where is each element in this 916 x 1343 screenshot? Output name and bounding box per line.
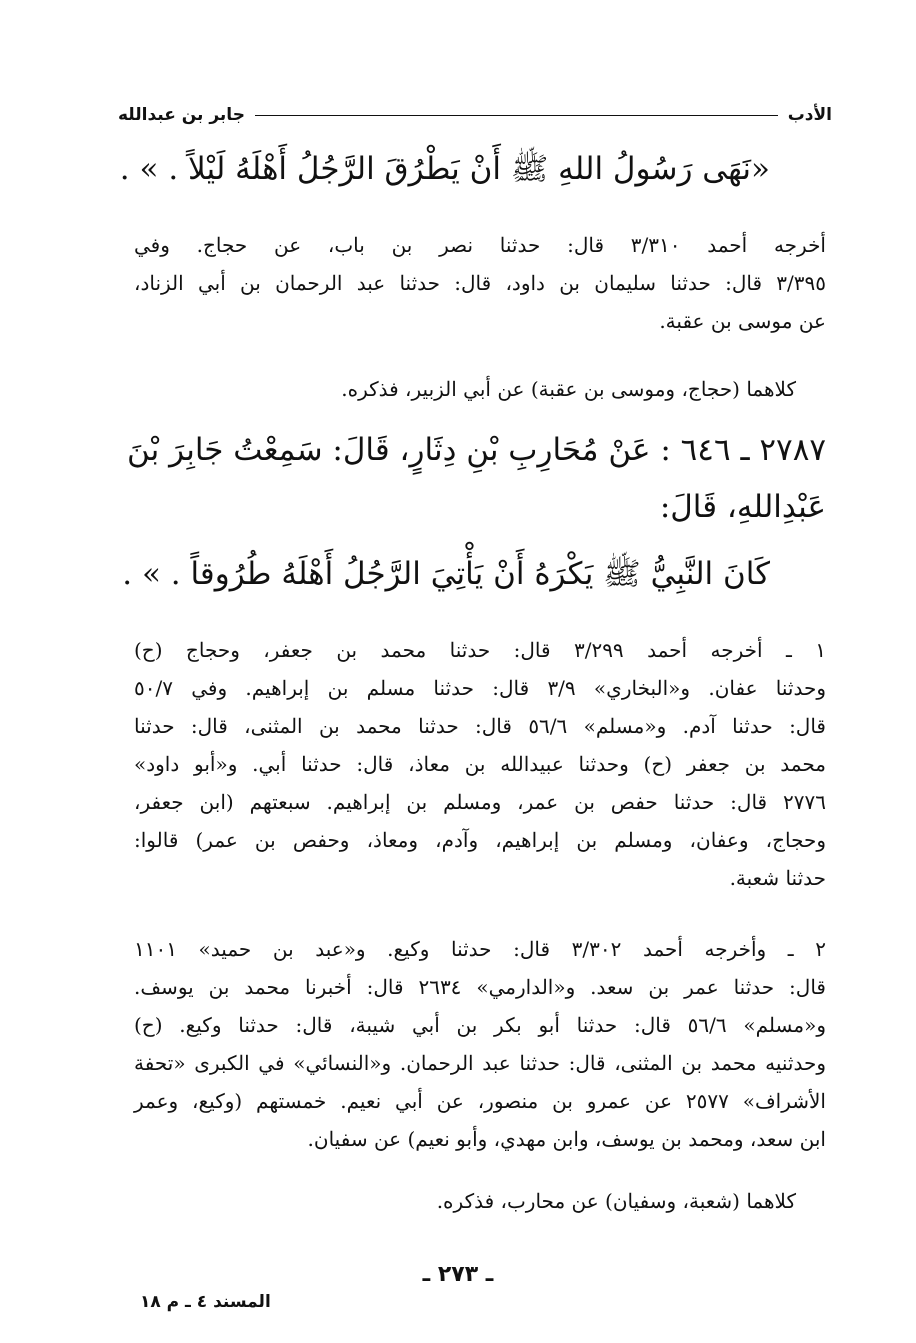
header-section-title: جابر بن عبدالله: [118, 105, 245, 125]
footnote-line: وحدثنيه محمد بن المثنى، قال: حدثنا عبد الرحمان. و«النسائي» في الكبرى «تحفة: [134, 1051, 826, 1075]
footnote-line: قال: حدثنا آدم. و«مسلم» ٥٦/٦ قال: حدثنا محمد بن المثنى، قال: حدثنا: [134, 714, 826, 738]
footnote-line: و«مسلم» ٥٦/٦ قال: حدثنا أبو بكر بن أبي شيبة، قال: حدثنا وكيع. (ح): [134, 1013, 826, 1037]
hadith-text-2: كَانَ النَّبِيُّ ﷺ يَكْرَهُ أَنْ يَأْتِيَ الرَّجُلُ أَهْلَهُ طُرُوقاً . » .: [122, 556, 770, 592]
paragraph-line: ٣/٣٩٥ قال: حدثنا سليمان بن داود، قال: حدثنا عبد الرحمان بن أبي الزناد،: [134, 271, 826, 295]
takhrij-summary-1: كلاهما (حجاج، وموسى بن عقبة) عن أبي الزبير، فذكره.: [341, 377, 796, 401]
hadith-heading-2787-cont: عَبْدِاللهِ، قَالَ:: [659, 489, 826, 525]
footnote-line: محمد بن جعفر (ح) وحدثنا عبيدالله بن معاذ، قال: حدثنا أبي. و«أبو داود»: [134, 752, 826, 776]
footnote-line: قال: حدثنا عمر بن سعد. و«الدارمي» ٢٦٣٤ قال: أخبرنا محمد بن يوسف.: [134, 975, 826, 999]
signature-mark: المسند ٤ ـ م ١٨: [140, 1292, 271, 1312]
takhrij-paragraph-1: [134, 226, 826, 340]
header-rule: [255, 115, 778, 116]
footnote-line: ٢ ـ وأخرجه أحمد ٣/٣٠٢ قال: حدثنا وكيع. و«عبد بن حميد» ١١٠١: [134, 937, 827, 961]
footnote-1: [134, 631, 826, 897]
hadith-text-1: «نَهَى رَسُولُ اللهِ ﷺ أَنْ يَطْرُقَ الرَّجُلُ أَهْلَهُ لَيْلاً . » .: [119, 151, 770, 187]
running-header: [118, 98, 832, 132]
header-chapter-title: الأدب: [787, 105, 832, 125]
page-number: ـ ٢٧٣ ـ: [422, 1262, 494, 1287]
footnote-2-summary: كلاهما (شعبة، وسفيان) عن محارب، فذكره.: [436, 1189, 796, 1213]
footnote-line: ابن سعد، ومحمد بن يوسف، وابن مهدي، وأبو نعيم) عن سفيان.: [307, 1127, 826, 1151]
hadith-heading-2787: ٢٧٨٧ ـ ٦٤٦ : عَنْ مُحَارِبِ بْنِ دِثَارٍ، قَالَ: سَمِعْتُ جَابِرَ بْنَ: [127, 432, 826, 468]
footnote-line: ٢٧٧٦ قال: حدثنا حفص بن عمر، ومسلم بن إبراهيم. سبعتهم (ابن جعفر،: [134, 790, 826, 814]
paragraph-line: أخرجه أحمد ٣/٣١٠ قال: حدثنا نصر بن باب، عن حجاج. وفي: [134, 233, 826, 257]
footnote-line: وحدثنا عفان. و«البخاري» ٣/٩ قال: حدثنا مسلم بن إبراهيم. وفي ٥٠/٧: [134, 676, 826, 700]
footnote-line: حدثنا شعبة.: [729, 866, 826, 890]
footnote-line: وحجاج، وعفان، ومسلم بن إبراهيم، وآدم، ومعاذ، وحفص بن عمر) قالوا:: [134, 828, 826, 852]
footnote-line: ١ ـ أخرجه أحمد ٣/٢٩٩ قال: حدثنا محمد بن جعفر، وحجاج (ح): [134, 638, 826, 662]
footnote-line: الأشراف» ٢٥٧٧ عن عمرو بن منصور، عن أبي نعيم. خمستهم (وكيع، وعمر: [134, 1089, 826, 1113]
footnote-2: [134, 930, 826, 1158]
paragraph-line: عن موسى بن عقبة.: [659, 309, 826, 333]
